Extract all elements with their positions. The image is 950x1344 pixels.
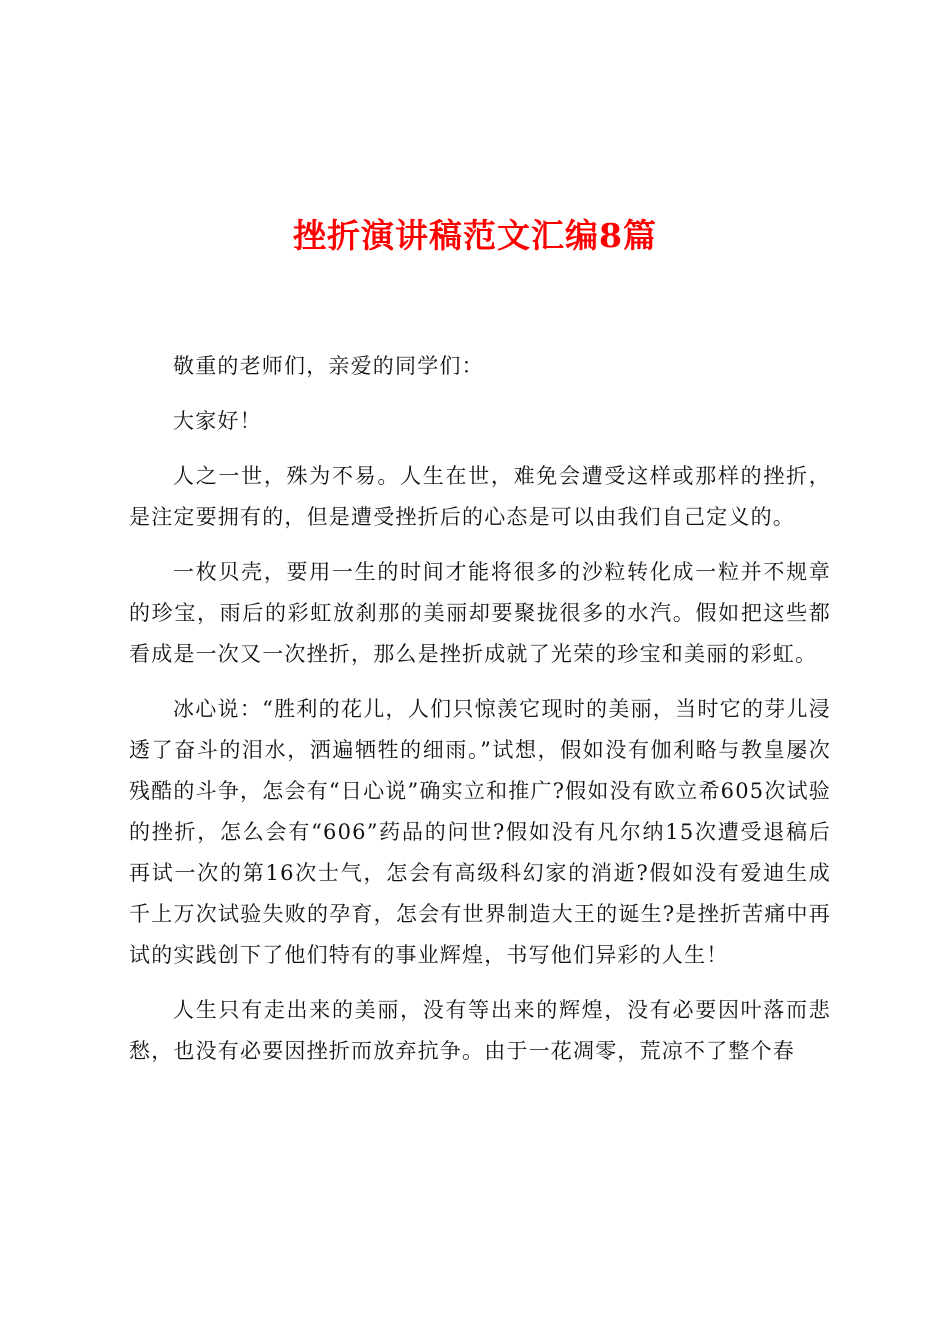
paragraph-shell-rainbow: 一枚贝壳，要用一生的时间才能将很多的沙粒转化成一粒并不规章的珍宝，雨后的彩虹放刹那的美丽却要聚拢很多的水汽。假如把这些都看成是一次又一次挫折，那么是挫折成就了光荣的珍宝和美丽的彩虹。 xyxy=(129,560,831,666)
paragraph-walk-out-beauty: 人生只有走出来的美丽，没有等出来的辉煌，没有必要因叶落而悲愁，也没有必要因挫折而放弃抗争。由于一花凋零，荒凉不了整个春 xyxy=(129,998,831,1063)
paragraph-life-intro: 人之一世，殊为不易。人生在世，难免会遭受这样或那样的挫折，是注定要拥有的，但是遭受挫折后的心态是可以由我们自己定义的。 xyxy=(129,464,831,529)
paragraph-bingxin-quote: 冰心说：“胜利的花儿，人们只惊羡它现时的美丽，当时它的芽儿浸透了奋斗的泪水，洒遍牺牲的细雨。”试想，假如没有伽利略与教皇屡次残酷的斗争，怎会有“日心说”确实立和推广?假如没有欧立希605次试验的挫折，怎么会有“606”药品的问世?假如没有凡尔纳15次遭受退稿后再试一次的第16次士气，怎会有高级科幻家的消逝?假如没有爱迪生成千上万次试验失败的孕育，怎会有世界制造大王的诞生?是挫折苦痛中再试的实践创下了他们特有的事业辉煌，书写他们异彩的人生！ xyxy=(129,697,831,967)
paragraph-greeting: 大家好！ xyxy=(173,409,262,433)
paragraph-salutation: 敬重的老师们，亲爱的同学们： xyxy=(173,354,484,378)
document-title: 挫折演讲稿范文汇编8篇 xyxy=(293,216,657,255)
document-body xyxy=(129,346,831,1086)
